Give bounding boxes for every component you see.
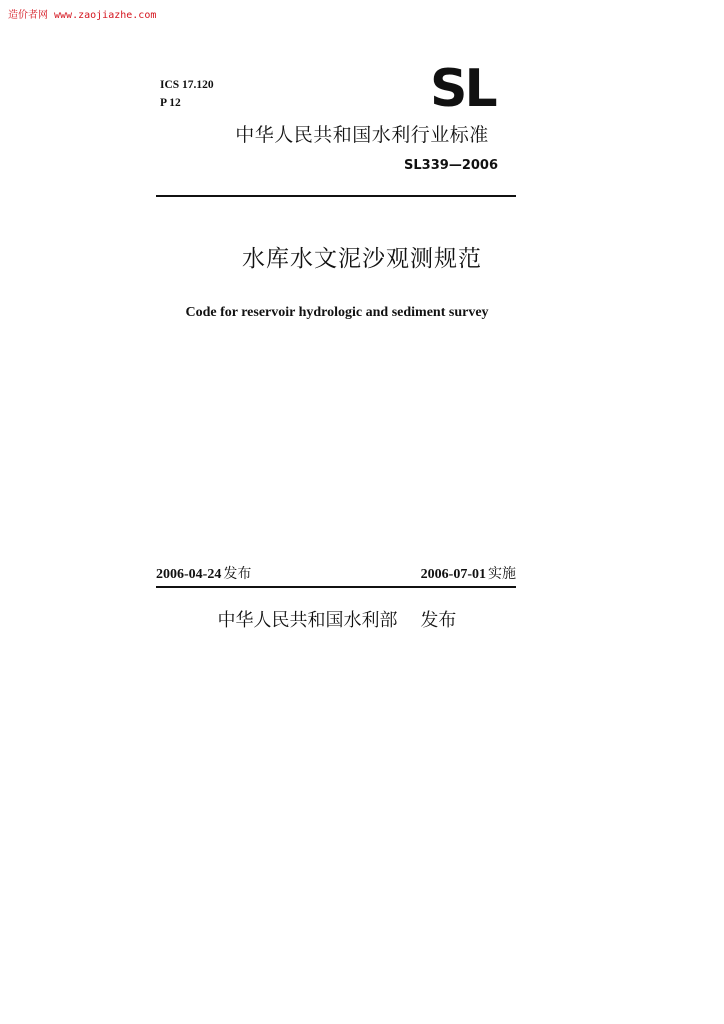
standard-category: 中华人民共和国水利行业标准 (235, 124, 489, 146)
ccs-code: P 12 (160, 97, 181, 109)
implement-date: 2006-07-01 (420, 567, 486, 582)
issue-date: 2006-04-24 (156, 567, 222, 582)
implement-date-block (421, 563, 516, 583)
issue-label: 发布 (223, 566, 252, 582)
bottom-divider (156, 586, 516, 588)
title-chinese: 水库水文泥沙观测规范 (242, 246, 482, 272)
ics-code: ICS 17.120 (160, 79, 214, 91)
standard-number: SL339—2006 (404, 158, 498, 173)
implement-label: 实施 (488, 566, 516, 582)
watermark-text: 造价者网 www.zaojiazhe.com (8, 10, 157, 21)
sl-logo-text: SL (430, 60, 495, 112)
top-divider (156, 195, 516, 197)
date-row (156, 563, 516, 583)
issue-date-block (156, 563, 251, 583)
classification-codes (160, 76, 214, 112)
issuing-authority: 中华人民共和国水利部 发布 (217, 610, 457, 631)
title-english: Code for reservoir hydrologic and sediment survey (185, 305, 489, 320)
sl-logo (430, 60, 512, 112)
